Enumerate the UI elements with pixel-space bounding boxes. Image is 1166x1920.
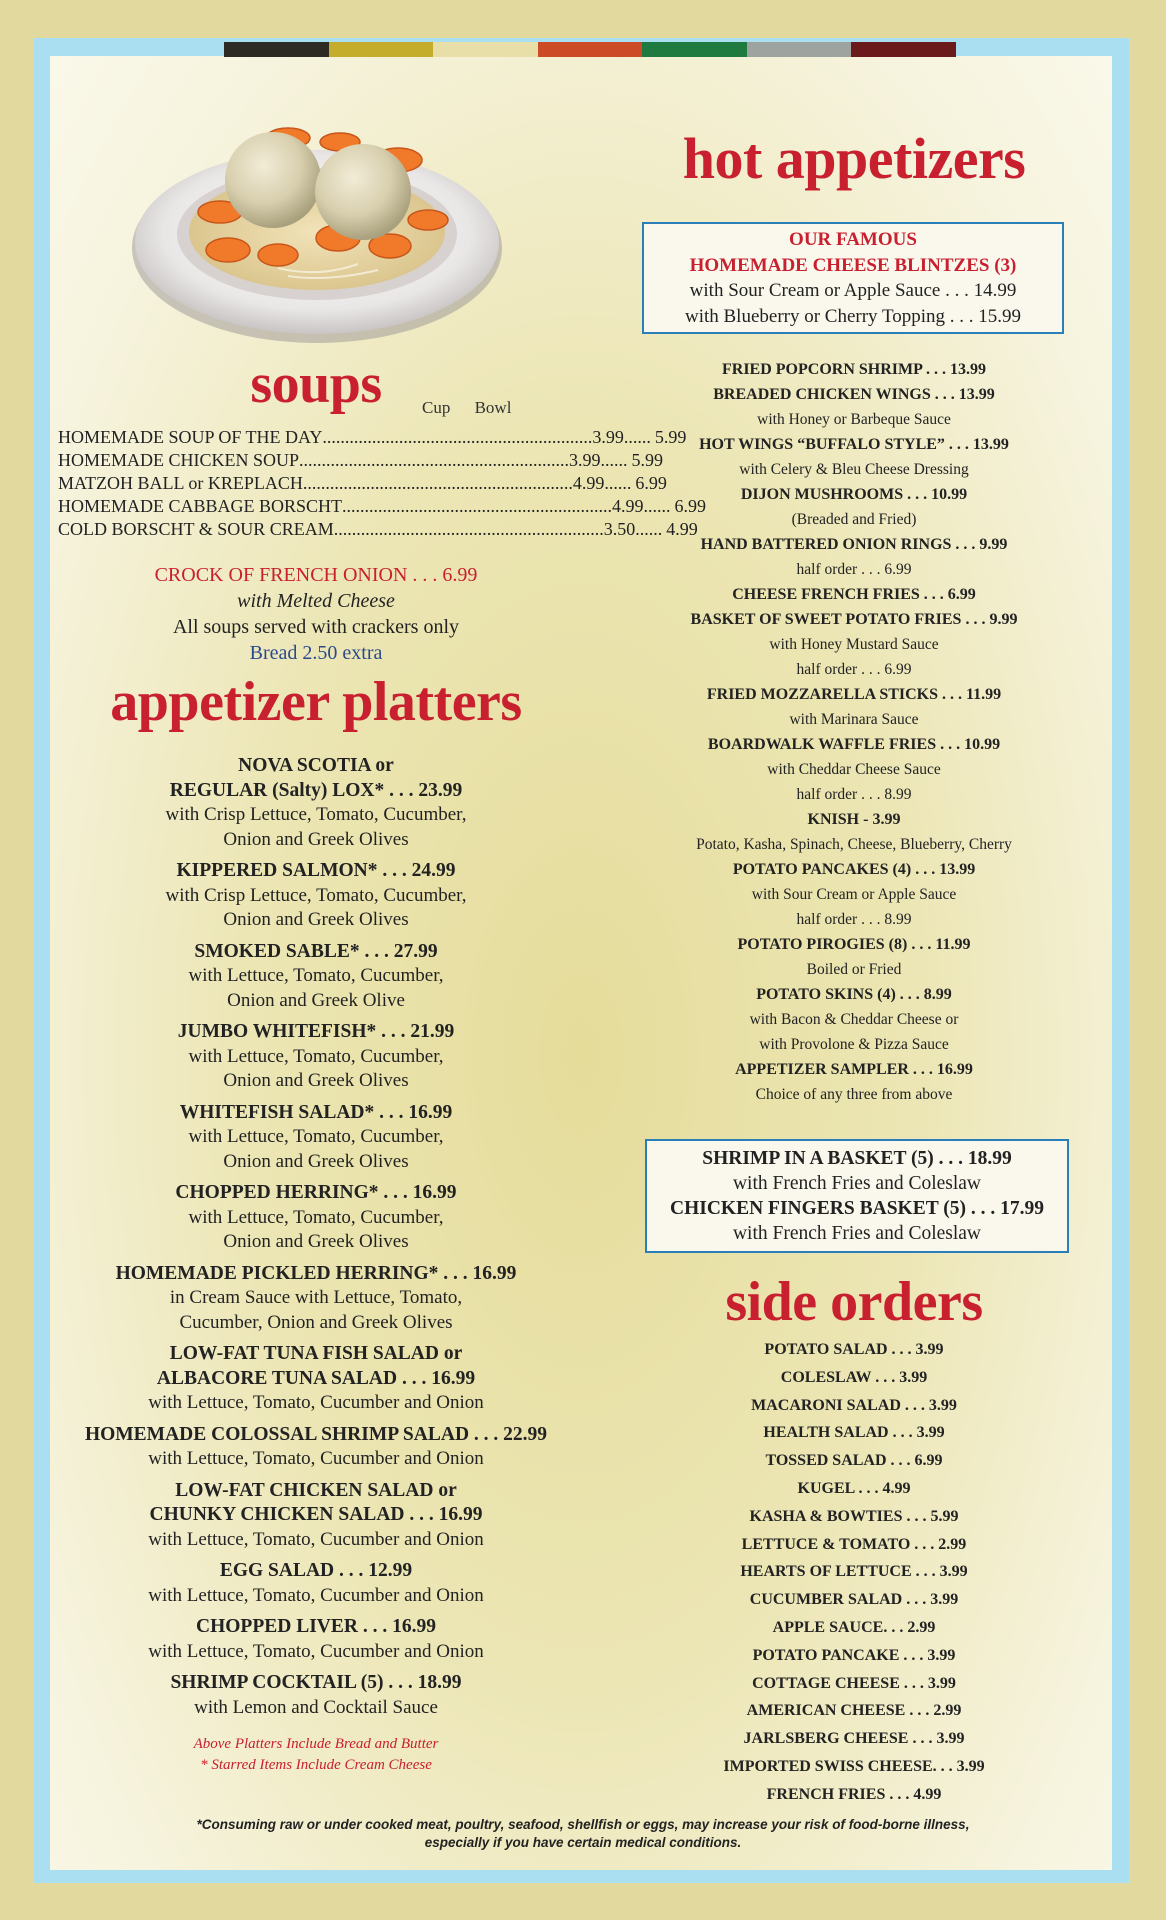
soup-bowl-price: 4.99 — [666, 519, 698, 539]
platter-description: with Crisp Lettuce, Tomato, Cucumber, — [165, 804, 467, 825]
side-orders-heading: side orders — [725, 1271, 983, 1333]
shrimp-basket: SHRIMP IN A BASKET (5) . . . 18.99 — [702, 1148, 1012, 1169]
crock-french-onion: CROCK OF FRENCH ONION . . . 6.99 — [154, 564, 478, 586]
platter-item — [56, 1479, 576, 1553]
hot-appetizer-name: BREADED CHICKEN WINGS . . . 13.99 — [713, 386, 995, 403]
hot-appetizer-name: FRIED MOZZARELLA STICKS . . . 11.99 — [706, 686, 1002, 703]
blintz-line-1: OUR FAMOUS — [789, 229, 917, 250]
platter-name-line-2: CHUNKY CHICKEN SALAD . . . 16.99 — [149, 1504, 483, 1525]
hot-appetizer-detail: with Honey Mustard Sauce — [769, 636, 939, 653]
soup-row — [58, 518, 698, 541]
platter-name: SMOKED SABLE* . . . 27.99 — [194, 940, 438, 962]
leader-dots: ............................................................ — [322, 427, 593, 447]
platter-item — [56, 1181, 576, 1255]
color-bar-segment — [747, 42, 852, 57]
hot-appetizer-item — [640, 582, 1068, 607]
hot-appetizer-detail: half order . . . 6.99 — [796, 561, 912, 578]
side-order-item: COLESLAW . . . 3.99 — [780, 1368, 928, 1386]
hot-appetizer-item — [640, 532, 1068, 582]
soup-name: HOMEMADE SOUP OF THE DAY — [58, 427, 323, 447]
platter-item — [56, 859, 576, 933]
blintz-line-3: with Sour Cream or Apple Sauce . . . 14.99 — [689, 280, 1017, 301]
platter-description-line-2: Onion and Greek Olives — [223, 1231, 409, 1252]
soup-name: COLD BORSCHT & SOUR CREAM — [58, 519, 334, 539]
side-order-item: COTTAGE CHEESE . . . 3.99 — [752, 1674, 956, 1692]
platter-item — [56, 1671, 576, 1720]
platter-name: NOVA SCOTIA or — [238, 755, 394, 776]
disclaimer-line-1: *Consuming raw or under cooked meat, poultry, seafood, shellfish or eggs, may increase your risk of food-borne illness, — [196, 1817, 970, 1832]
side-order-item: MACARONI SALAD . . . 3.99 — [751, 1396, 957, 1414]
platter-name: EGG SALAD . . . 12.99 — [219, 1560, 413, 1581]
platter-item — [56, 1342, 576, 1416]
platter-description: with Lettuce, Tomato, Cucumber, — [188, 1206, 444, 1228]
hot-appetizer-name: KNISH - 3.99 — [807, 811, 901, 828]
hot-appetizer-name: BOARDWALK WAFFLE FRIES . . . 10.99 — [707, 736, 1001, 753]
hot-appetizer-detail: Boiled or Fried — [806, 961, 902, 978]
side-order-item: LETTUCE & TOMATO . . . 2.99 — [741, 1535, 967, 1553]
hot-appetizer-detail: half order . . . 8.99 — [796, 911, 912, 928]
hot-appetizer-name: DIJON MUSHROOMS . . . 10.99 — [740, 486, 968, 503]
hot-appetizer-detail: with Honey or Barbeque Sauce — [757, 411, 951, 428]
side-order-item: IMPORTED SWISS CHEESE. . . 3.99 — [723, 1757, 985, 1775]
leader-dots: ...... — [604, 473, 632, 493]
soup-column-headers — [422, 398, 511, 418]
hot-appetizer-detail: with Marinara Sauce — [789, 711, 919, 728]
platter-name: LOW-FAT TUNA FISH SALAD or — [169, 1343, 463, 1364]
soup-cup-price: 3.99 — [592, 427, 624, 447]
platter-list — [56, 754, 576, 1776]
platter-description-line-2: Cucumber, Onion and Greek Olives — [179, 1311, 453, 1333]
hot-appetizer-detail: with Bacon & Cheddar Cheese or — [749, 1011, 959, 1028]
soup-row — [58, 426, 687, 449]
color-bar-segment — [851, 42, 956, 57]
side-order-item: POTATO PANCAKE . . . 3.99 — [752, 1646, 956, 1664]
soup-list — [58, 426, 707, 541]
hot-appetizer-name: FRIED POPCORN SHRIMP . . . 13.99 — [722, 361, 986, 378]
blintzes-box — [642, 222, 1064, 334]
platter-footnote-cream-cheese: * Starred Items Include Cream Cheese — [200, 1757, 432, 1773]
food-safety-disclaimer — [120, 1816, 1046, 1852]
hot-appetizer-name: APPETIZER SAMPLER . . . 16.99 — [735, 1061, 973, 1078]
basket-box — [645, 1139, 1069, 1253]
side-order-item: FRENCH FRIES . . . 4.99 — [766, 1785, 942, 1803]
platter-item — [56, 1101, 576, 1175]
side-order-item: CUCUMBER SALAD . . . 3.99 — [749, 1591, 959, 1609]
soup-name: HOMEMADE CHICKEN SOUP — [58, 450, 300, 470]
leader-dots: ...... — [600, 450, 628, 470]
hot-appetizer-detail: with Sour Cream or Apple Sauce — [751, 886, 957, 903]
hot-appetizer-item — [640, 357, 1068, 382]
platter-name: SHRIMP COCKTAIL (5) . . . 18.99 — [170, 1672, 462, 1693]
side-order-item: HEARTS OF LETTUCE . . . 3.99 — [740, 1563, 968, 1581]
hot-appetizer-item — [640, 682, 1068, 732]
platter-name: CHOPPED HERRING* . . . 16.99 — [175, 1182, 457, 1203]
color-bar-segment — [538, 42, 643, 57]
platter-description: with Lemon and Cocktail Sauce — [194, 1696, 438, 1718]
disclaimer-line-2: especially if you have certain medical conditions. — [424, 1835, 742, 1850]
hot-appetizer-detail: with Provolone & Pizza Sauce — [759, 1036, 949, 1053]
hot-appetizer-item — [640, 807, 1068, 857]
hot-appetizer-detail: (Breaded and Fried) — [791, 511, 917, 528]
hot-appetizer-name: CHEESE FRENCH FRIES . . . 6.99 — [732, 586, 976, 603]
bread-note: Bread 2.50 extra — [249, 642, 383, 664]
platter-item — [56, 1020, 576, 1094]
platter-description-line-2: Onion and Greek Olives — [223, 909, 409, 930]
leader-dots: ............................................................ — [299, 450, 570, 470]
leader-dots: ............................................................ — [302, 473, 573, 493]
platter-item — [56, 940, 576, 1014]
chicken-fingers-basket-desc: with French Fries and Coleslaw — [732, 1223, 982, 1244]
blintz-line-2: HOMEMADE CHEESE BLINTZES (3) — [689, 254, 1017, 276]
soup-row — [58, 495, 707, 518]
platter-footnotes — [56, 1734, 576, 1776]
platter-name: LOW-FAT CHICKEN SALAD or — [175, 1479, 457, 1501]
shrimp-basket-desc: with French Fries and Coleslaw — [732, 1173, 982, 1194]
crackers-note: All soups served with crackers only — [172, 616, 460, 638]
platter-name: JUMBO WHITEFISH* . . . 21.99 — [177, 1021, 455, 1042]
hot-appetizer-item — [640, 432, 1068, 482]
platter-item — [56, 1423, 576, 1472]
soup-bowl-price: 5.99 — [631, 450, 664, 470]
hot-appetizer-detail: with Celery & Bleu Cheese Dressing — [739, 461, 969, 478]
platter-name: HOMEMADE COLOSSAL SHRIMP SALAD . . . 22.99 — [84, 1423, 548, 1445]
leader-dots: ............................................................ — [342, 496, 613, 516]
platter-item — [56, 1615, 576, 1664]
hot-appetizer-name: HOT WINGS “BUFFALO STYLE” . . . 13.99 — [699, 436, 1009, 453]
hot-appetizer-name: POTATO PIROGIES (8) . . . 11.99 — [737, 936, 971, 953]
platter-description: with Lettuce, Tomato, Cucumber, — [188, 965, 444, 986]
matzoh-ball-soup-image — [128, 100, 506, 350]
hot-appetizer-item — [640, 932, 1068, 982]
hot-appetizer-detail: half order . . . 6.99 — [796, 661, 912, 678]
leader-dots: ...... — [635, 519, 663, 539]
soup-bowl-price: 6.99 — [635, 473, 667, 493]
hot-appetizer-name: POTATO SKINS (4) . . . 8.99 — [756, 986, 952, 1003]
hot-appetizer-item — [640, 1057, 1068, 1107]
platter-name-line-2: REGULAR (Salty) LOX* . . . 23.99 — [169, 779, 463, 801]
side-order-item: APPLE SAUCE. . . 2.99 — [772, 1618, 936, 1636]
platter-description-line-2: Onion and Greek Olives — [223, 828, 409, 850]
appetizer-platters-heading: appetizer platters — [110, 671, 522, 733]
hot-appetizer-detail: half order . . . 8.99 — [796, 786, 912, 803]
hot-appetizer-list — [640, 357, 1068, 1107]
platter-item — [56, 754, 576, 852]
platter-name: WHITEFISH SALAD* . . . 16.99 — [179, 1101, 453, 1123]
platter-description: with Crisp Lettuce, Tomato, Cucumber, — [165, 884, 467, 906]
platter-description: with Lettuce, Tomato, Cucumber and Onion — [148, 1584, 484, 1606]
soup-notes — [56, 562, 576, 666]
platter-name: HOMEMADE PICKLED HERRING* . . . 16.99 — [115, 1262, 517, 1284]
blintz-line-4: with Blueberry or Cherry Topping . . . 15.99 — [684, 305, 1022, 327]
leader-dots: ...... — [623, 427, 651, 447]
soup-bowl-price: 6.99 — [674, 496, 707, 516]
hot-appetizer-detail: with Cheddar Cheese Sauce — [767, 761, 941, 778]
hot-appetizer-name: POTATO PANCAKES (4) . . . 13.99 — [732, 861, 976, 878]
platter-description: with Lettuce, Tomato, Cucumber and Onion — [148, 1528, 484, 1550]
hot-appetizer-name: HAND BATTERED ONION RINGS . . . 9.99 — [700, 536, 1008, 553]
side-order-item: KASHA & BOWTIES . . . 5.99 — [749, 1507, 959, 1525]
soup-name: MATZOH BALL or KREPLACH — [58, 473, 303, 493]
platter-description: with Lettuce, Tomato, Cucumber and Onion — [148, 1640, 484, 1662]
hot-appetizer-detail: Choice of any three from above — [755, 1086, 953, 1103]
color-bar-segment — [642, 42, 747, 57]
hot-appetizer-item — [640, 982, 1068, 1057]
hot-appetizer-name: BASKET OF SWEET POTATO FRIES . . . 9.99 — [690, 611, 1018, 628]
hot-appetizer-item — [640, 482, 1068, 532]
platter-description-line-2: Onion and Greek Olive — [227, 989, 405, 1011]
soup-name: HOMEMADE CABBAGE BORSCHT — [58, 496, 343, 516]
platter-description: with Lettuce, Tomato, Cucumber, — [188, 1126, 444, 1147]
chicken-fingers-basket: CHICKEN FINGERS BASKET (5) . . . 17.99 — [670, 1198, 1044, 1219]
soup-cup-price: 4.99 — [572, 473, 605, 493]
platter-description-line-2: Onion and Greek Olives — [223, 1150, 409, 1172]
color-bar-segment — [329, 42, 434, 57]
soups-heading: soups — [250, 353, 382, 415]
hot-appetizers-heading: hot appetizers — [682, 126, 1026, 191]
platter-description: in Cream Sauce with Lettuce, Tomato, — [169, 1287, 463, 1308]
hot-appetizer-item — [640, 382, 1068, 432]
soup-row — [58, 449, 664, 472]
soup-cup-price: 3.50 — [603, 519, 636, 539]
platter-name: CHOPPED LIVER . . . 16.99 — [196, 1616, 436, 1637]
cup-column-header: Cup — [422, 398, 451, 417]
platter-item — [56, 1559, 576, 1608]
platter-description: with Lettuce, Tomato, Cucumber and Onion — [148, 1392, 484, 1413]
side-order-item: KUGEL . . . 4.99 — [797, 1479, 911, 1497]
color-bar — [224, 42, 956, 57]
side-order-item: TOSSED SALAD . . . 6.99 — [765, 1452, 943, 1470]
leader-dots: ...... — [643, 496, 671, 516]
hot-appetizer-item — [640, 607, 1068, 682]
platter-footnote-bread: Above Platters Include Bread and Butter — [193, 1736, 439, 1752]
platter-name-line-2: ALBACORE TUNA SALAD . . . 16.99 — [156, 1367, 476, 1389]
platter-description: with Lettuce, Tomato, Cucumber and Onion — [148, 1448, 484, 1469]
color-bar-segment — [433, 42, 538, 57]
soup-cup-price: 4.99 — [612, 496, 644, 516]
leader-dots: ............................................................ — [333, 519, 604, 539]
platter-name: KIPPERED SALMON* . . . 24.99 — [176, 860, 456, 881]
side-order-item: HEALTH SALAD . . . 3.99 — [763, 1424, 945, 1442]
color-bar-segment — [224, 42, 329, 57]
side-order-item: AMERICAN CHEESE . . . 2.99 — [746, 1702, 962, 1720]
side-order-list — [640, 1336, 1068, 1809]
soup-row — [58, 472, 667, 495]
side-order-item: POTATO SALAD . . . 3.99 — [764, 1341, 944, 1358]
hot-appetizer-item — [640, 732, 1068, 807]
platter-description: with Lettuce, Tomato, Cucumber, — [188, 1045, 444, 1067]
platter-item — [56, 1262, 576, 1336]
platter-description-line-2: Onion and Greek Olives — [223, 1070, 409, 1091]
hot-appetizer-item — [640, 857, 1068, 932]
bowl-column-header: Bowl — [474, 398, 512, 417]
soup-cup-price: 3.99 — [569, 450, 601, 470]
soup-bowl-price: 5.99 — [654, 427, 687, 447]
side-order-item: JARLSBERG CHEESE . . . 3.99 — [743, 1730, 965, 1748]
hot-appetizer-detail: Potato, Kasha, Spinach, Cheese, Blueberry, Cherry — [696, 836, 1012, 853]
melted-cheese-note: with Melted Cheese — [237, 590, 395, 612]
